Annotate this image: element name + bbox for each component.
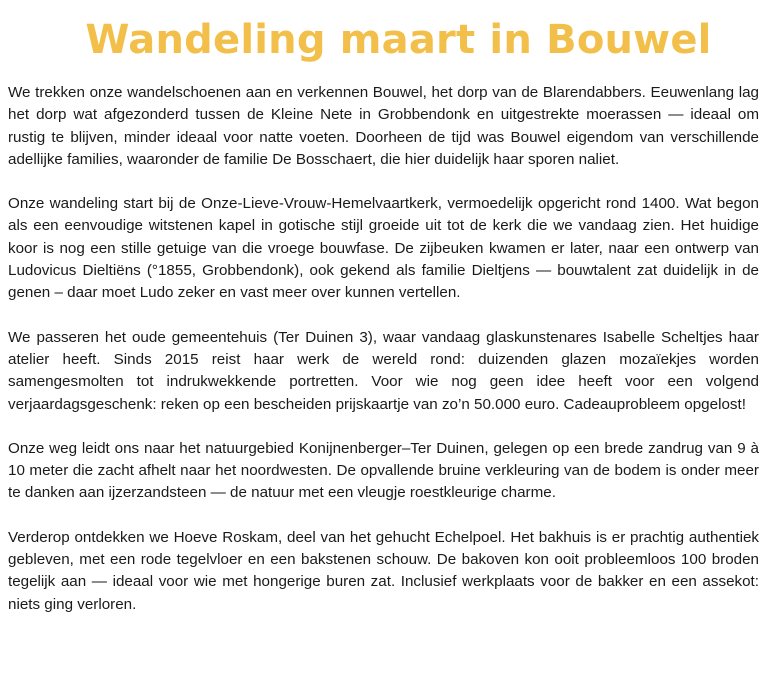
paragraph-intro: We trekken onze wandelschoenen aan en verkennen Bouwel, het dorp van de Blarendabbers. Eeuwenlang lag het dorp wat afgezonderd tussen de Kleine Nete in Grobbendonk en uitgestrekte moerassen — ideaal om rustig te blijven, minder ideaal voor natte voeten. Doorheen de tijd was Bouwel eigendom van verschillende adellijke families, waaronder de familie De Bosschaert, die hier duidelijk haar sporen naliet.	[8, 84, 759, 168]
paragraph-farm: Verderop ontdekken we Hoeve Roskam, deel van het gehucht Echelpoel. Het bakhuis is er prachtig authentiek gebleven, met een rode tegelvloer en een bakstenen schouw. De bakoven kon ooit probleemloos 100 broden tegelijk aan — ideaal voor wie met hongerige buren zat. Inclusief werkplaats voor de bakker en een assekot: niets ging verloren.	[8, 528, 759, 613]
page-title: Wandeling maart in Bouwel	[85, 17, 712, 63]
document-body	[8, 82, 759, 616]
paragraph-church: Onze wandeling start bij de Onze-Lieve-Vrouw-Hemelvaartkerk, vermoedelijk opgericht rond 1400. Wat begon als een eenvoudige witstenen kapel in gotische stijl groeide uit tot de kerk die we vandaag zien. Het huidige koor is nog een stille getuige van die vroege bouwfase. De zijbeuken kwamen er later, naar een ontwerp van Ludovicus Dieltiëns (°1855, Grobbendonk), ook gekend als familie Dieltjens — bouwtalent zat duidelijk in de genen – daar moet Ludo zeker en vast meer over kunnen vertellen.	[8, 195, 759, 302]
paragraph-nature-reserve: Onze weg leidt ons naar het natuurgebied Konijnenberger–Ter Duinen, gelegen op een brede zandrug van 9 à 10 meter die zacht afhelt naar het noordwesten. De opvallende bruine verkleuring van de bodem is onder meer te danken aan ijzerzandsteen — de natuur met een vleugje roestkleurige charme.	[8, 439, 759, 502]
paragraph-town-hall: We passeren het oude gemeentehuis (Ter Duinen 3), waar vandaag glaskunstenares Isabelle Scheltjes haar atelier heeft. Sinds 2015 reist haar werk de wereld rond: duizenden glazen mozaïekjes worden samengesmolten tot indrukwekkende portretten. Voor wie nog geen idee heeft voor een volgend verjaardagsgeschenk: reken op een bescheiden prijskaartje van zo’n 50.000 euro. Cadeauprobleem opgelost!	[8, 328, 759, 413]
document-page	[0, 14, 767, 692]
